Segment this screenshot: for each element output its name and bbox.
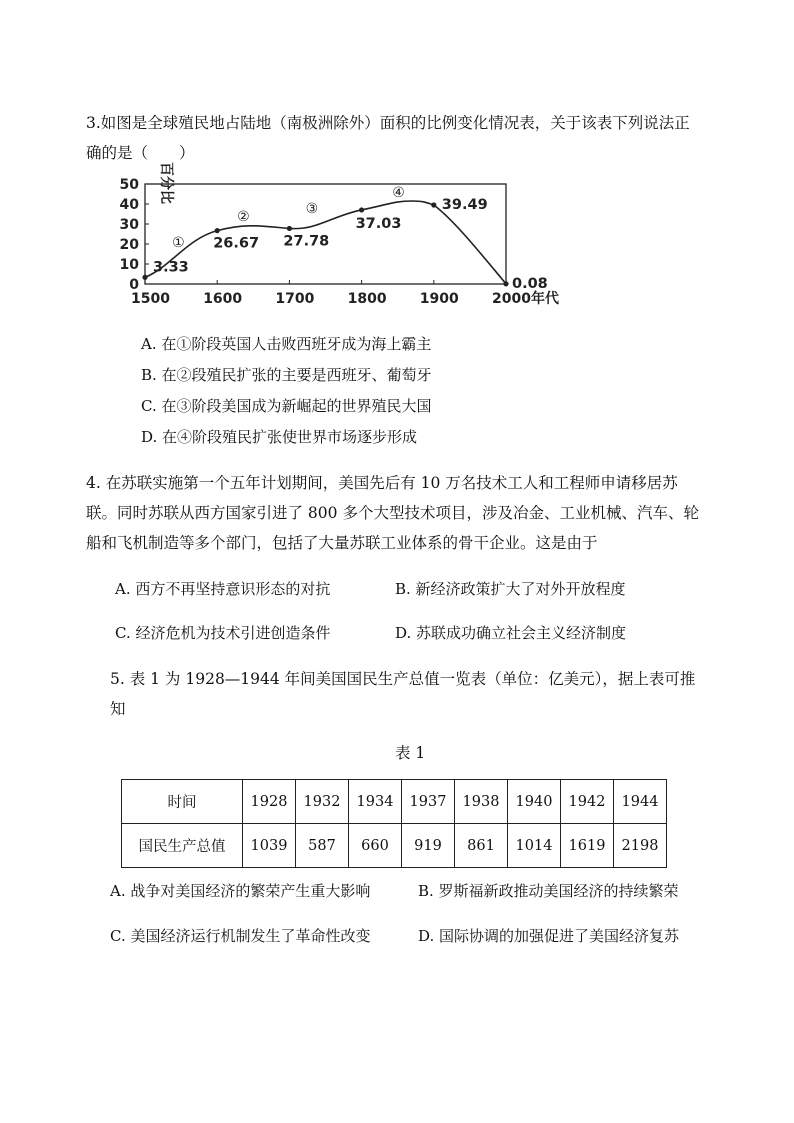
q4-option-b[interactable]: B. 新经济政策扩大了对外开放程度 [395, 580, 626, 598]
value-cell: 587 [296, 824, 349, 868]
x-tick-label: 2000年代 [492, 291, 559, 307]
x-tick-label: 1800 [347, 291, 387, 307]
q3-option-c[interactable]: C. 在③阶段美国成为新崛起的世界殖民大国 [141, 397, 432, 415]
x-tick-label: 1600 [203, 291, 243, 307]
q3-option-b[interactable]: B. 在②段殖民扩张的主要是西班牙、葡萄牙 [141, 366, 432, 384]
year-cell: 1938 [455, 780, 508, 824]
y-axis-label: 百分比 [158, 162, 174, 204]
stage-marker: ④ [392, 185, 405, 201]
value-cell: 2198 [614, 824, 667, 868]
x-tick-label: 1500 [131, 291, 170, 307]
table-row-years [122, 780, 667, 824]
q3-line-chart [100, 162, 580, 312]
value-cell: 1039 [243, 824, 296, 868]
y-tick-label: 30 [119, 217, 139, 233]
q5-option-a[interactable]: A. 战争对美国经济的繁荣产生重大影响 [110, 882, 371, 900]
year-cell: 1944 [614, 780, 667, 824]
value-cell: 1014 [508, 824, 561, 868]
q4-stem-line2: 联。同时苏联从西方国家引进了 800 多个大型技术项目，涉及冶金、工业机械、汽车、轮 [86, 504, 699, 522]
year-cell: 1940 [508, 780, 561, 824]
q5-option-c[interactable]: C. 美国经济运行机制发生了革命性改变 [110, 927, 371, 945]
stage-marker: ① [172, 235, 185, 251]
data-label: 26.67 [213, 235, 260, 252]
data-label: 3.33 [153, 259, 189, 276]
data-label: 39.49 [441, 197, 488, 214]
table-header-label: 时间 [122, 780, 243, 824]
q3-option-a[interactable]: A. 在①阶段英国人击败西班牙成为海上霸主 [141, 335, 432, 353]
x-tick-label: 1900 [419, 291, 459, 307]
q3-option-d[interactable]: D. 在④阶段殖民扩张使世界市场逐步形成 [141, 428, 418, 446]
x-tick-label: 1700 [275, 291, 315, 307]
q4-option-d[interactable]: D. 苏联成功确立社会主义经济制度 [395, 624, 627, 642]
data-point [287, 226, 292, 231]
data-label: 0.08 [512, 275, 548, 292]
year-cell: 1932 [296, 780, 349, 824]
table-row-label: 国民生产总值 [122, 824, 243, 868]
y-tick-label: 10 [119, 257, 139, 273]
year-cell: 1937 [402, 780, 455, 824]
q4-stem-line3: 船和飞机制造等多个部门，包括了大量苏联工业体系的骨干企业。这是由于 [86, 534, 598, 552]
data-point [359, 207, 364, 212]
data-point [503, 281, 508, 286]
data-point [142, 275, 147, 280]
q4-stem-line1: 4. 在苏联实施第一个五年计划期间，美国先后有 10 万名技术工人和工程师申请移居苏 [86, 474, 678, 492]
gnp-table [121, 779, 667, 868]
chart-svg [100, 162, 580, 312]
q3-stem-line1: 3.如图是全球殖民地占陆地（南极洲除外）面积的比例变化情况表，关于该表下列说法正 [86, 114, 690, 132]
q3-stem-line2: 确的是（ ） [86, 144, 195, 162]
stage-marker: ② [237, 209, 250, 225]
value-cell: 861 [455, 824, 508, 868]
y-tick-label: 0 [129, 277, 139, 293]
stage-marker: ③ [305, 201, 319, 217]
data-label: 27.78 [283, 233, 330, 250]
q4-option-c[interactable]: C. 经济危机为技术引进创造条件 [115, 624, 331, 642]
data-label: 37.03 [355, 215, 402, 232]
year-cell: 1934 [349, 780, 402, 824]
table-caption: 表 1 [395, 744, 426, 762]
value-cell: 660 [349, 824, 402, 868]
data-point [215, 228, 220, 233]
year-cell: 1928 [243, 780, 296, 824]
value-cell: 1619 [561, 824, 614, 868]
year-cell: 1942 [561, 780, 614, 824]
y-tick-label: 40 [119, 197, 139, 213]
q5-stem-line2: 知 [110, 700, 126, 718]
q4-option-a[interactable]: A. 西方不再坚持意识形态的对抗 [115, 580, 331, 598]
q5-option-b[interactable]: B. 罗斯福新政推动美国经济的持续繁荣 [418, 882, 679, 900]
table-row-values [122, 824, 667, 868]
q5-stem-line1: 5. 表 1 为 1928—1944 年间美国国民生产总值一览表（单位：亿美元），据上表可推 [110, 670, 696, 688]
y-tick-label: 20 [119, 237, 139, 253]
value-cell: 919 [402, 824, 455, 868]
y-tick-label: 50 [119, 177, 139, 193]
q5-option-d[interactable]: D. 国际协调的加强促进了美国经济复苏 [418, 927, 680, 945]
data-point [431, 202, 436, 207]
